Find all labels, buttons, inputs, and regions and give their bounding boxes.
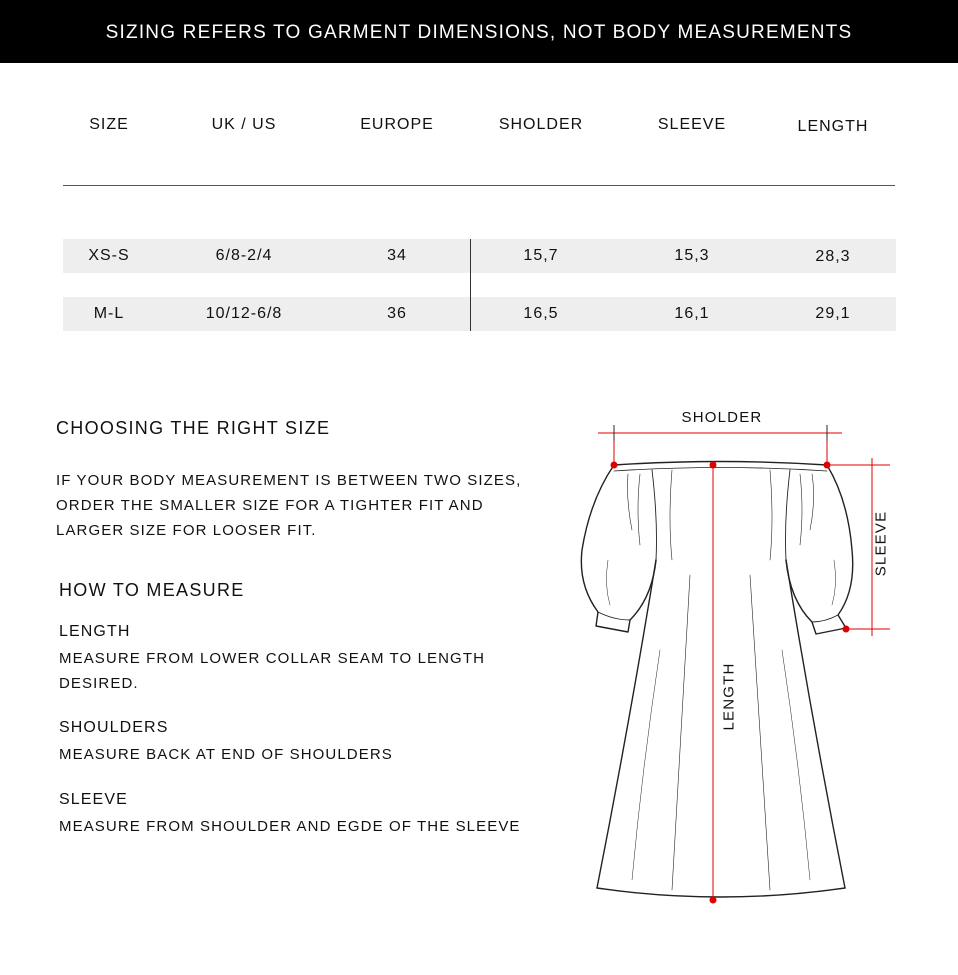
cell-sholder: 16,5 xyxy=(523,305,559,322)
choosing-title: CHOOSING THE RIGHT SIZE xyxy=(56,418,331,438)
sleeve-line: MEASURE FROM SHOULDER AND EGDE OF THE SLEEVE xyxy=(59,818,521,835)
length-top-point xyxy=(710,462,717,469)
length-bottom-point xyxy=(710,897,717,904)
sleeve-end-point xyxy=(843,626,850,633)
sleeve-text xyxy=(59,814,521,839)
table-column-separator xyxy=(470,239,471,331)
dress-outline xyxy=(581,462,852,898)
cell-uk-us: 6/8-2/4 xyxy=(215,247,273,264)
choosing-line: ORDER THE SMALLER SIZE FOR A TIGHTER FIT AND xyxy=(56,497,484,514)
cell-europe: 36 xyxy=(387,305,407,322)
sleeve-title: SLEEVE xyxy=(59,791,128,808)
choosing-line: LARGER SIZE FOR LOOSER FIT. xyxy=(56,522,317,539)
measurement-lines xyxy=(598,425,890,900)
table-row xyxy=(63,239,896,273)
length-line: MEASURE FROM LOWER COLLAR SEAM TO LENGTH xyxy=(59,650,486,667)
sholder-right-point xyxy=(824,462,831,469)
cell-europe: 34 xyxy=(387,247,407,264)
header-uk-us: UK / US xyxy=(211,116,277,133)
diagram-sholder-label: SHOLDER xyxy=(681,409,763,426)
header-divider xyxy=(63,185,895,186)
cell-size: M-L xyxy=(93,305,125,322)
header-sholder: SHOLDER xyxy=(498,116,584,133)
table-row xyxy=(63,297,896,331)
choosing-line: IF YOUR BODY MEASUREMENT IS BETWEEN TWO SIZES, xyxy=(56,472,522,489)
shoulders-text xyxy=(59,742,393,767)
cell-sleeve: 16,1 xyxy=(674,305,710,322)
diagram-sleeve-label: SLEEVE xyxy=(872,510,890,577)
cell-size: XS-S xyxy=(88,247,130,264)
cell-uk-us: 10/12-6/8 xyxy=(205,305,283,322)
shoulders-line: MEASURE BACK AT END OF SHOULDERS xyxy=(59,746,393,763)
cell-length: 29,1 xyxy=(815,305,851,322)
diagram-length-label: LENGTH xyxy=(720,662,738,731)
header-europe: EUROPE xyxy=(360,116,434,133)
cell-sholder: 15,7 xyxy=(523,247,559,264)
header-length: LENGTH xyxy=(797,118,869,135)
sizing-banner xyxy=(0,0,958,63)
cell-length: 28,3 xyxy=(815,248,851,265)
how-to-title: HOW TO MEASURE xyxy=(59,580,245,600)
banner-text: SIZING REFERS TO GARMENT DIMENSIONS, NOT BODY MEASUREMENTS xyxy=(105,21,853,43)
header-size: SIZE xyxy=(89,116,129,133)
length-title: LENGTH xyxy=(59,623,131,640)
length-line: DESIRED. xyxy=(59,675,139,692)
measurement-ticks xyxy=(614,425,827,441)
cell-sleeve: 15,3 xyxy=(674,247,710,264)
choosing-text xyxy=(56,468,521,543)
sholder-left-point xyxy=(611,462,618,469)
shoulders-title: SHOULDERS xyxy=(59,719,169,736)
length-text xyxy=(59,646,485,696)
header-sleeve: SLEEVE xyxy=(657,116,727,133)
